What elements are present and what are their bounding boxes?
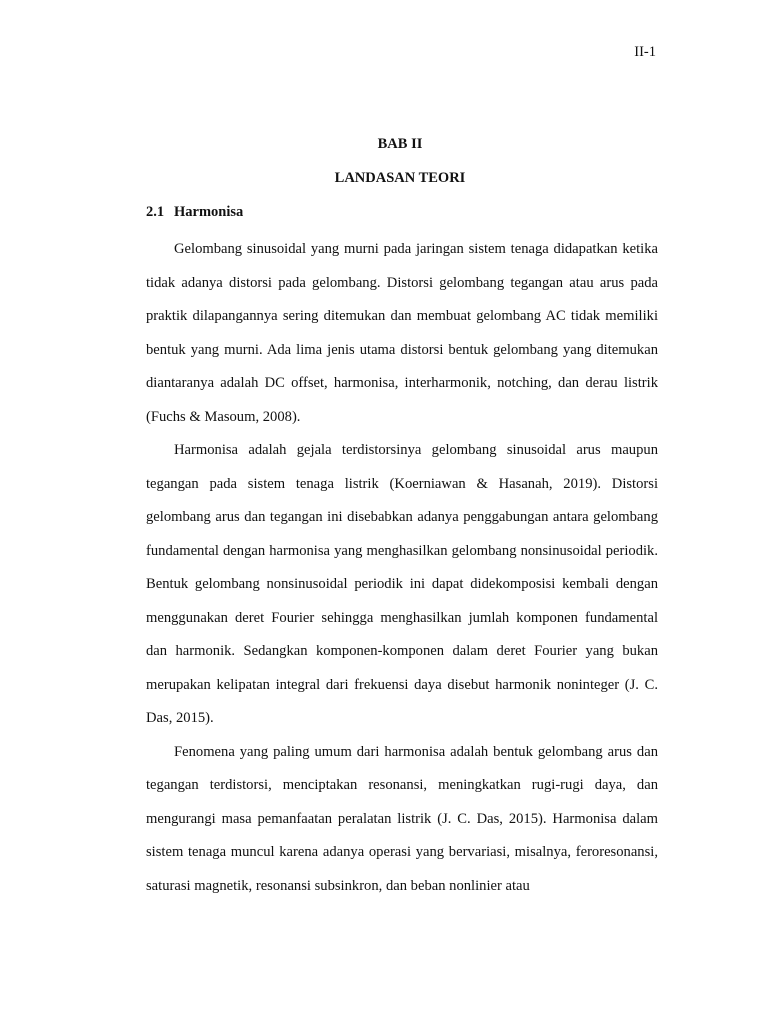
chapter-title: LANDASAN TEORI	[334, 170, 466, 186]
section-number: 2.1	[146, 204, 165, 220]
section-heading	[146, 204, 243, 221]
page-number: II-1	[634, 44, 656, 60]
paragraph: Harmonisa adalah gejala terdistorsinya gelombang sinusoidal arus maupun tegangan pada sistem tenaga listrik (Koerniawan & Hasanah, 2019). Distorsi gelombang arus dan tegangan ini disebabkan adanya penggabungan antara gelombang fundamental dengan harmonisa yang menghasilkan gelombang nonsinusoidal periodik. Bentuk gelombang nonsinusoidal periodik ini dapat didekomposisi kembali dengan menggunakan deret Fourier sehingga menghasilkan jumlah komponen fundamental dan harmonik. Sedangkan komponen-komponen dalam deret Fourier yang bukan merupakan kelipatan integral dari frekuensi daya disebut harmonik noninteger (J. C. Das, 2015).	[146, 442, 658, 726]
body-text	[146, 233, 658, 903]
chapter-label: BAB II	[377, 136, 423, 152]
paragraph: Gelombang sinusoidal yang murni pada jaringan sistem tenaga didapatkan ketika tidak adanya distorsi pada gelombang. Distorsi gelombang tegangan atau arus pada praktik dilapangannya sering ditemukan dan membuat gelombang AC tidak memiliki bentuk yang murni. Ada lima jenis utama distorsi bentuk gelombang yang ditemukan diantaranya adalah DC offset, harmonisa, interharmonik, notching, dan derau listrik (Fuchs & Masoum, 2008).	[146, 241, 658, 425]
paragraph: Fenomena yang paling umum dari harmonisa adalah bentuk gelombang arus dan tegangan terdistorsi, menciptakan resonansi, meningkatkan rugi-rugi daya, dan mengurangi masa pemanfaatan peralatan listrik (J. C. Das, 2015). Harmonisa dalam sistem tenaga muncul karena adanya operasi yang bervariasi, misalnya, feroresonansi, saturasi magnetik, resonansi subsinkron, dan beban nonlinier atau	[146, 743, 658, 894]
section-title: Harmonisa	[174, 204, 244, 220]
